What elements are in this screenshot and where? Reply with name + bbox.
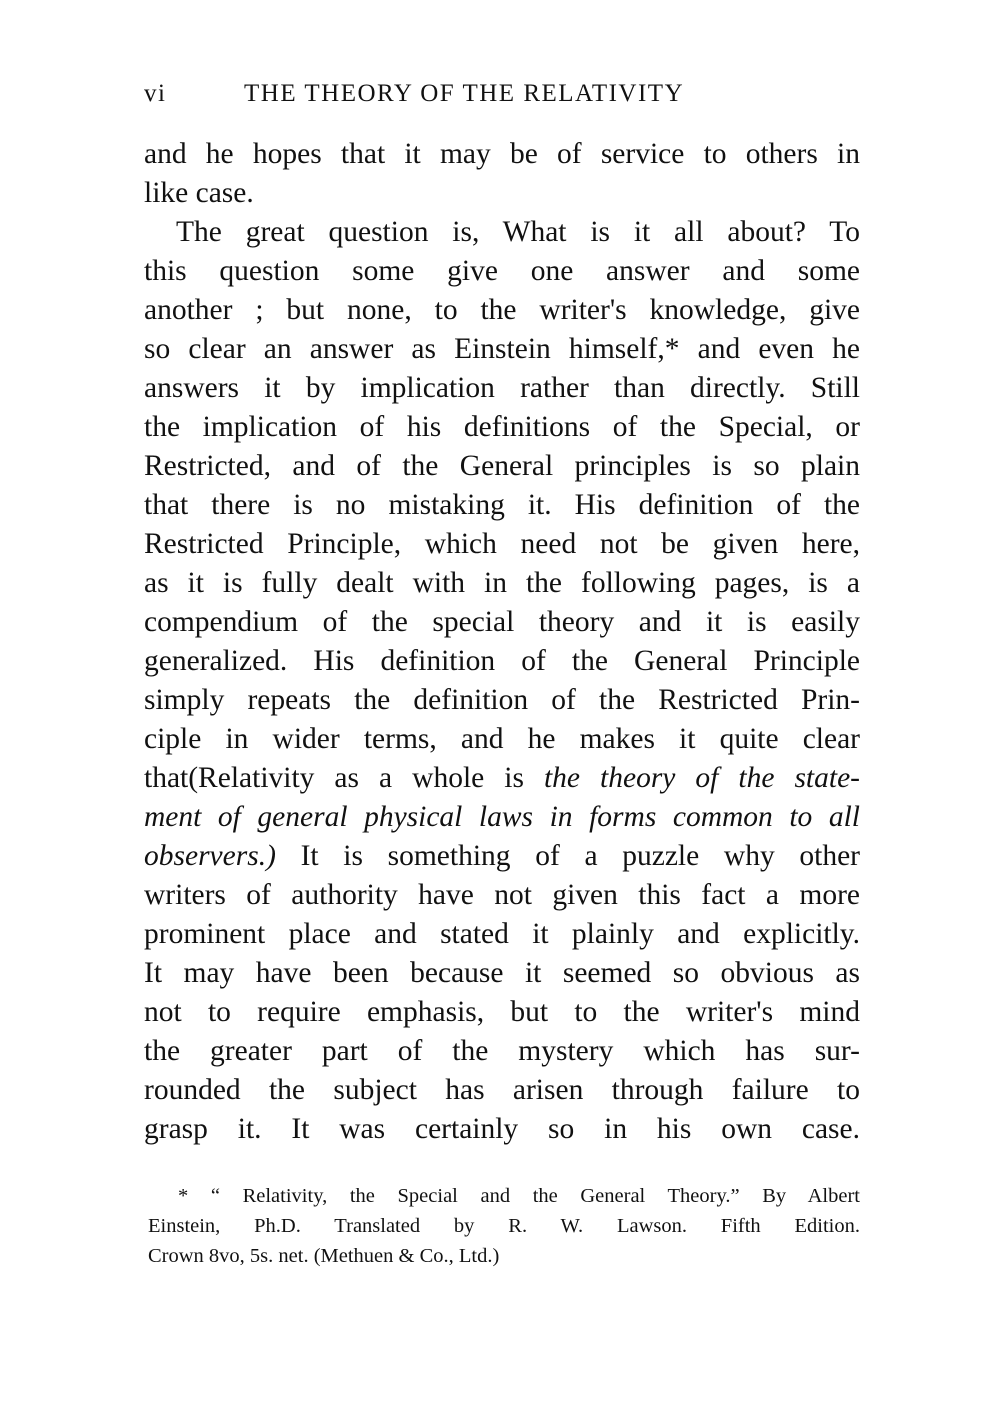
text-line: It may have been because it seemed so obvious as bbox=[144, 957, 860, 989]
text-line: grasp it. It was certainly so in his own case. bbox=[144, 1113, 860, 1145]
text-line: simply repeats the definition of the Restricted Prin- bbox=[144, 684, 860, 716]
text-line: and he hopes that it may be of service to others in bbox=[144, 138, 860, 170]
text-line: the greater part of the mystery which has sur- bbox=[144, 1035, 860, 1067]
text-line: not to require emphasis, but to the writer's mind bbox=[144, 996, 860, 1028]
text-line: Restricted, and of the General principles is so plain bbox=[144, 450, 860, 482]
italic-phrase: the theory of the state- bbox=[543, 762, 860, 794]
text-line: another ; but none, to the writer's knowledge, give bbox=[144, 294, 860, 326]
line-rest: It is something of a puzzle why other bbox=[275, 840, 860, 872]
body-text bbox=[144, 135, 860, 1149]
text-line: so clear an answer as Einstein himself,* and even he bbox=[144, 333, 860, 365]
text-line: the implication of his definitions of the Special, or bbox=[144, 411, 860, 443]
italic-phrase: ment of general physical laws in forms common to all bbox=[144, 801, 860, 833]
footnote-line: * “ Relativity, the Special and the General Theory.” By Albert bbox=[178, 1185, 860, 1207]
text-line: like case. bbox=[144, 177, 254, 209]
footnote bbox=[148, 1181, 860, 1271]
running-head bbox=[144, 80, 856, 114]
text-line: that there is no mistaking it. His definition of the bbox=[144, 489, 860, 521]
text-line: writers of authority have not given this fact a more bbox=[144, 879, 860, 911]
running-title: THE THEORY OF THE RELATIVITY bbox=[244, 80, 685, 107]
italic-phrase: observers.) bbox=[144, 840, 276, 872]
text-line bbox=[144, 759, 860, 798]
text-line: answers it by implication rather than directly. Still bbox=[144, 372, 860, 404]
text-line bbox=[144, 798, 860, 837]
text-line bbox=[144, 837, 860, 876]
page-number: vi bbox=[144, 80, 167, 107]
text-line: ciple in wider terms, and he makes it quite clear bbox=[144, 723, 860, 755]
text-line: compendium of the special theory and it is easily bbox=[144, 606, 860, 638]
footnote-line: Crown 8vo, 5s. net. (Methuen & Co., Ltd.) bbox=[148, 1245, 500, 1267]
text-line: this question some give one answer and some bbox=[144, 255, 860, 287]
text-line: as it is fully dealt with in the following pages, is a bbox=[144, 567, 860, 599]
line-prefix: that(Relativity as a whole is bbox=[144, 762, 544, 794]
text-line: Restricted Principle, which need not be given here, bbox=[144, 528, 860, 560]
text-line: rounded the subject has arisen through failure to bbox=[144, 1074, 860, 1106]
text-line: The great question is, What is it all about? To bbox=[176, 216, 860, 248]
footnote-line: Einstein, Ph.D. Translated by R. W. Lawson. Fifth Edition. bbox=[148, 1215, 860, 1237]
text-line: generalized. His definition of the General Principle bbox=[144, 645, 860, 677]
text-line: prominent place and stated it plainly and explicitly. bbox=[144, 918, 860, 950]
